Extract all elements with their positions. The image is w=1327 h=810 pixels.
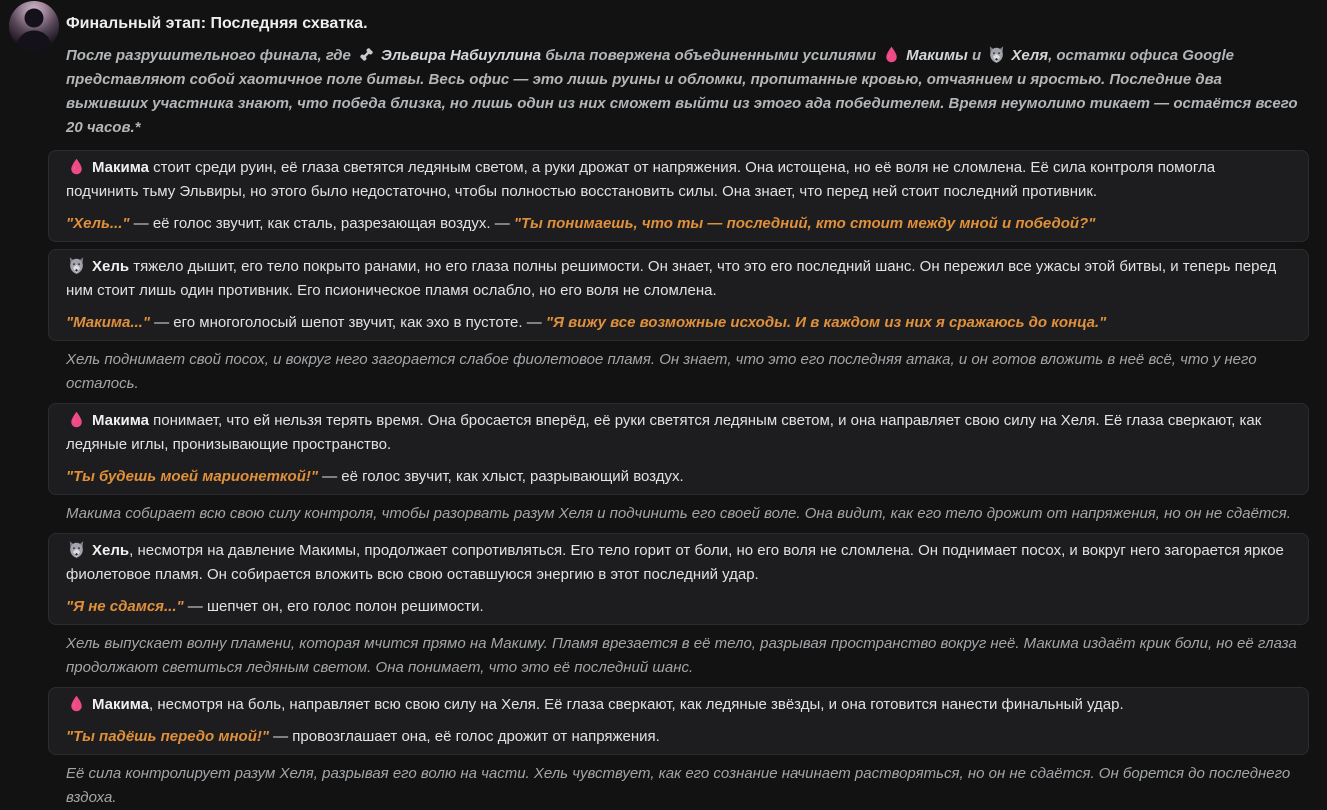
wolf-icon [67,256,86,275]
drop-icon [67,410,86,429]
text-segment: — его многоголосый шепот звучит, как эхо в пустоте. — [149,314,546,331]
quote-text: "Ты падёшь передо мной!" [66,728,269,745]
action-paragraph [66,693,1291,717]
text-segment: — её голос звучит, как сталь, разрезающая воздух. — [129,215,514,232]
action-paragraph [66,156,1291,204]
text-segment: , остатки офиса Google представляют собой хаотичное поле битвы. Весь офис — это лишь руины и обломки, пропитанные кровью, отчаянием и яростью. Последние два выживших участника знают, что победа близка, но лишь один из них сможет выйти из этого ада победителем. Время неумолимо тикает — остаётся всего 20 часов.* [66,47,1298,136]
character-name: Макима [92,412,149,429]
action-paragraph [66,409,1291,457]
action-paragraph [66,465,1291,489]
text-segment: стоит среди руин, её глаза светятся ледяным светом, а руки дрожат от напряжения. Она истощена, но её воля не сломлена. Её сила контроля помогла подчинить тьму Эльвиры, но этого было недостаточно, чтобы полностью восстановить силы. Она знает, что перед ней стоит последний противник. [66,159,1216,200]
wolf-icon [987,45,1006,64]
quote-text: "Ты будешь моей марионеткой!" [66,468,318,485]
action-paragraph [66,539,1291,587]
action-paragraph [66,311,1291,335]
text-segment: После разрушительного финала, где [66,47,356,64]
narration-paragraph: Её сила контролирует разум Хеля, разрывая его волю на части. Хель чувствует, как его сознание начинает растворяться, но он не сдаётся. Он борется до последнего вздоха. [66,765,1291,806]
intro-paragraph [66,44,1299,140]
drop-icon [67,157,86,176]
character-name: Макимы [906,47,968,64]
character-name: Хель [92,258,130,275]
avatar[interactable] [9,1,59,51]
character-name: Хель [92,542,130,559]
text-segment: , несмотря на боль, направляет всю свою силу на Хеля. Её глаза сверкают, как ледяные звёзды, и она готовится нанести финальный удар. [149,696,1124,713]
drop-icon [67,694,86,713]
action-paragraph [66,725,1291,749]
person-silhouette-icon [9,1,59,51]
text-segment: — её голос звучит, как хлыст, разрывающий воздух. [317,468,684,485]
page-title: Финальный этап: Последняя схватка. [66,15,368,32]
text-segment: — провозглашает она, её голос дрожит от напряжения. [268,728,660,745]
character-action-block-makima [48,687,1309,755]
character-action-block-makima [48,403,1309,495]
narration-paragraph: Хель выпускает волну пламени, которая мчится прямо на Макиму. Пламя врезается в её тело, разрывая пространство вокруг неё. Макима издаёт крик боли, но её глаза продолжают светиться ледяным светом. Она понимает, что это её последний шанс. [66,635,1297,676]
message-body [66,150,1299,810]
character-name: Макима [92,159,149,176]
character-action-block-hel [48,533,1309,625]
drop-icon [882,45,901,64]
quote-text: "Макима..." [66,314,150,331]
text-segment: была повержена объединенными усилиями [541,47,881,64]
character-action-block-makima [48,150,1309,242]
character-name: Хеля [1011,47,1049,64]
text-segment: и [967,47,986,64]
quote-text: "Ты понимаешь, что ты — последний, кто стоит между мной и победой?" [513,215,1096,232]
text-segment: понимает, что ей нельзя терять время. Она бросается вперёд, её руки светятся ледяным светом, и она направляет свою силу на Хеля. Её глаза сверкают, как ледяные иглы, пронизывающие пространство. [66,412,1262,453]
text-segment: , несмотря на давление Макимы, продолжает сопротивляться. Его тело горит от боли, но его воля не сломлена. Он поднимает посох, и вокруг него загорается яркое фиолетовое пламя. Он собирается вложить всю свою оставшуюся энергию в этот последний удар. [66,542,1284,583]
character-name: Эльвира Набиуллина [381,47,542,64]
narration-paragraph: Хель поднимает свой посох, и вокруг него загорается слабое фиолетовое пламя. Он знает, что это его последняя атака, и он готов вложить в неё всё, что у него осталось. [66,351,1257,392]
action-paragraph [66,212,1291,236]
wolf-icon [67,540,86,559]
character-name: Макима [92,696,149,713]
narration-paragraph: Макима собирает всю свою силу контроля, чтобы разорвать разум Хеля и подчинить его своей воле. Она видит, как его тело дрожит от напряжения, но он не сдаётся. [66,505,1291,522]
character-action-block-hel [48,249,1309,341]
quote-text: "Я вижу все возможные исходы. И в каждом из них я сражаюсь до конца." [545,314,1107,331]
text-segment: тяжело дышит, его тело покрыто ранами, но его глаза полны решимости. Он знает, что это его последний шанс. Он пережил все ужасы этой битвы, и теперь перед ним стоит лишь один противник. Его псионическое пламя ослабло, но его воля не сломлена. [66,258,1277,299]
action-paragraph [66,255,1291,303]
quote-text: "Хель..." [66,215,130,232]
quote-text: "Я не сдамся..." [66,598,184,615]
bone-icon [357,45,376,64]
action-paragraph [66,595,1291,619]
text-segment: — шепчет он, его голос полон решимости. [183,598,484,615]
